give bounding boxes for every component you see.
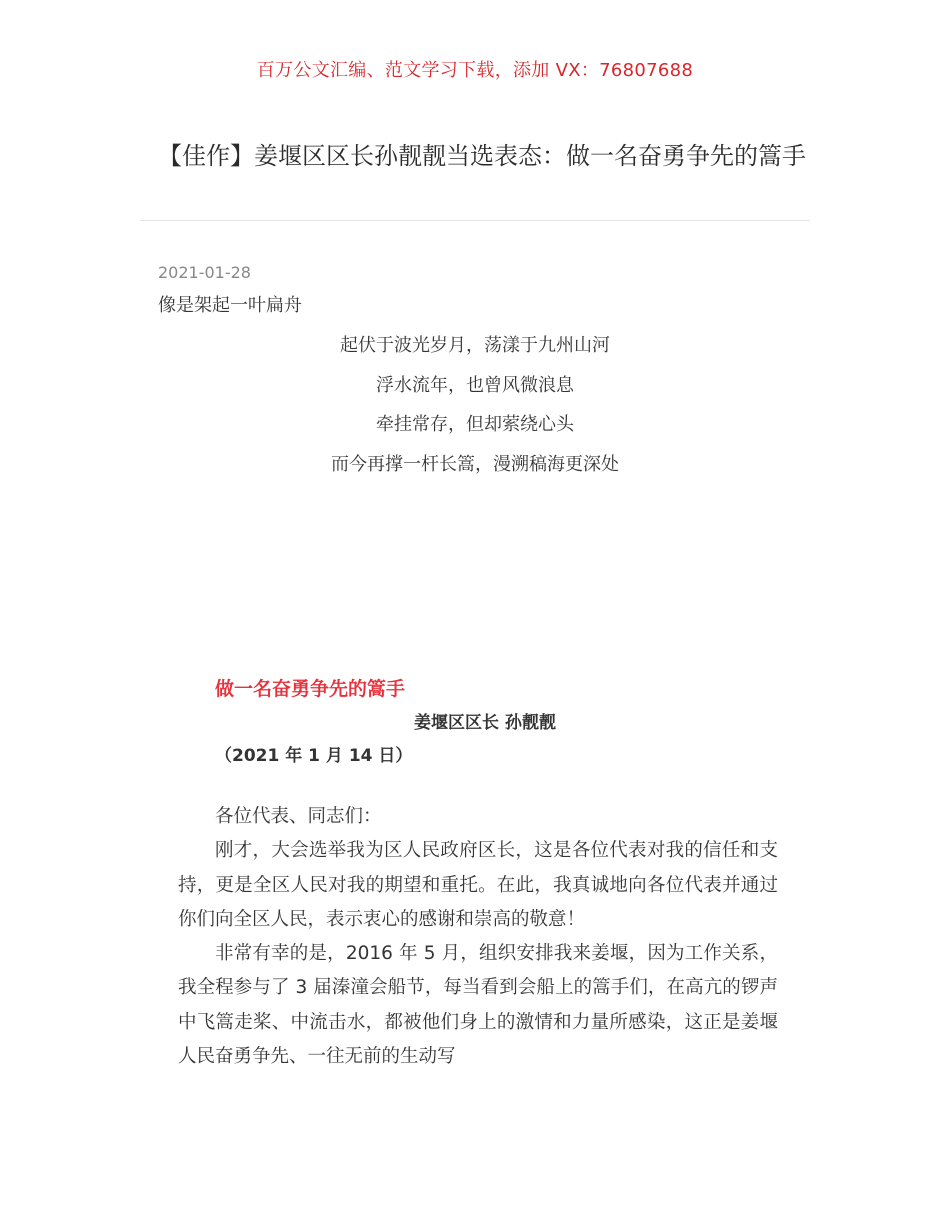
article-header: [158, 138, 808, 174]
body-paragraph: 非常有幸的是，2016 年 5 月，组织安排我来姜堰，因为工作关系，我全程参与了 3 届溱潼会船节，每当看到会船上的篙手们，在高亢的锣声中飞篙走桨、中流击水，都被他们身上的激情和力量所感染，这正是姜堰人民奋勇争先、一往无前的生动写: [178, 943, 778, 1068]
body-paragraph: 刚才，大会选举我为区人民政府区长，这是各位代表对我的信任和支持，更是全区人民对我的期望和重托。在此，我真诚地向各位代表并通过你们向全区人民，表示衷心的感谢和崇高的敬意！: [178, 840, 778, 930]
article-title: 【佳作】姜堰区区长孙靓靓当选表态：做一名奋勇争先的篙手: [158, 142, 806, 170]
salutation: 各位代表、同志们：: [215, 806, 382, 827]
poem-line: 牵挂常存，但却萦绕心头: [376, 414, 574, 435]
speech-body: [178, 800, 778, 1074]
title-divider: [140, 220, 810, 221]
poem-line: 起伏于波光岁月，荡漾于九州山河: [340, 335, 610, 356]
poem: [0, 326, 950, 484]
poem-line: 而今再撑一杆长篙，漫溯稿海更深处: [331, 453, 619, 475]
speech-title: 做一名奋勇争先的篙手: [215, 678, 406, 700]
poem-line: 浮水流年，也曾风微浪息: [376, 374, 574, 396]
speech-date: （2021 年 1 月 14 日）: [215, 746, 413, 766]
speaker-byline: 姜堰区区长 孙靓靓: [414, 713, 556, 733]
promo-banner: 百万公文汇编、范文学习下载，添加 VX：76807688: [256, 60, 694, 81]
article-date: 2021-01-28: [158, 263, 251, 282]
intro-line: 像是架起一叶扁舟: [158, 295, 302, 316]
